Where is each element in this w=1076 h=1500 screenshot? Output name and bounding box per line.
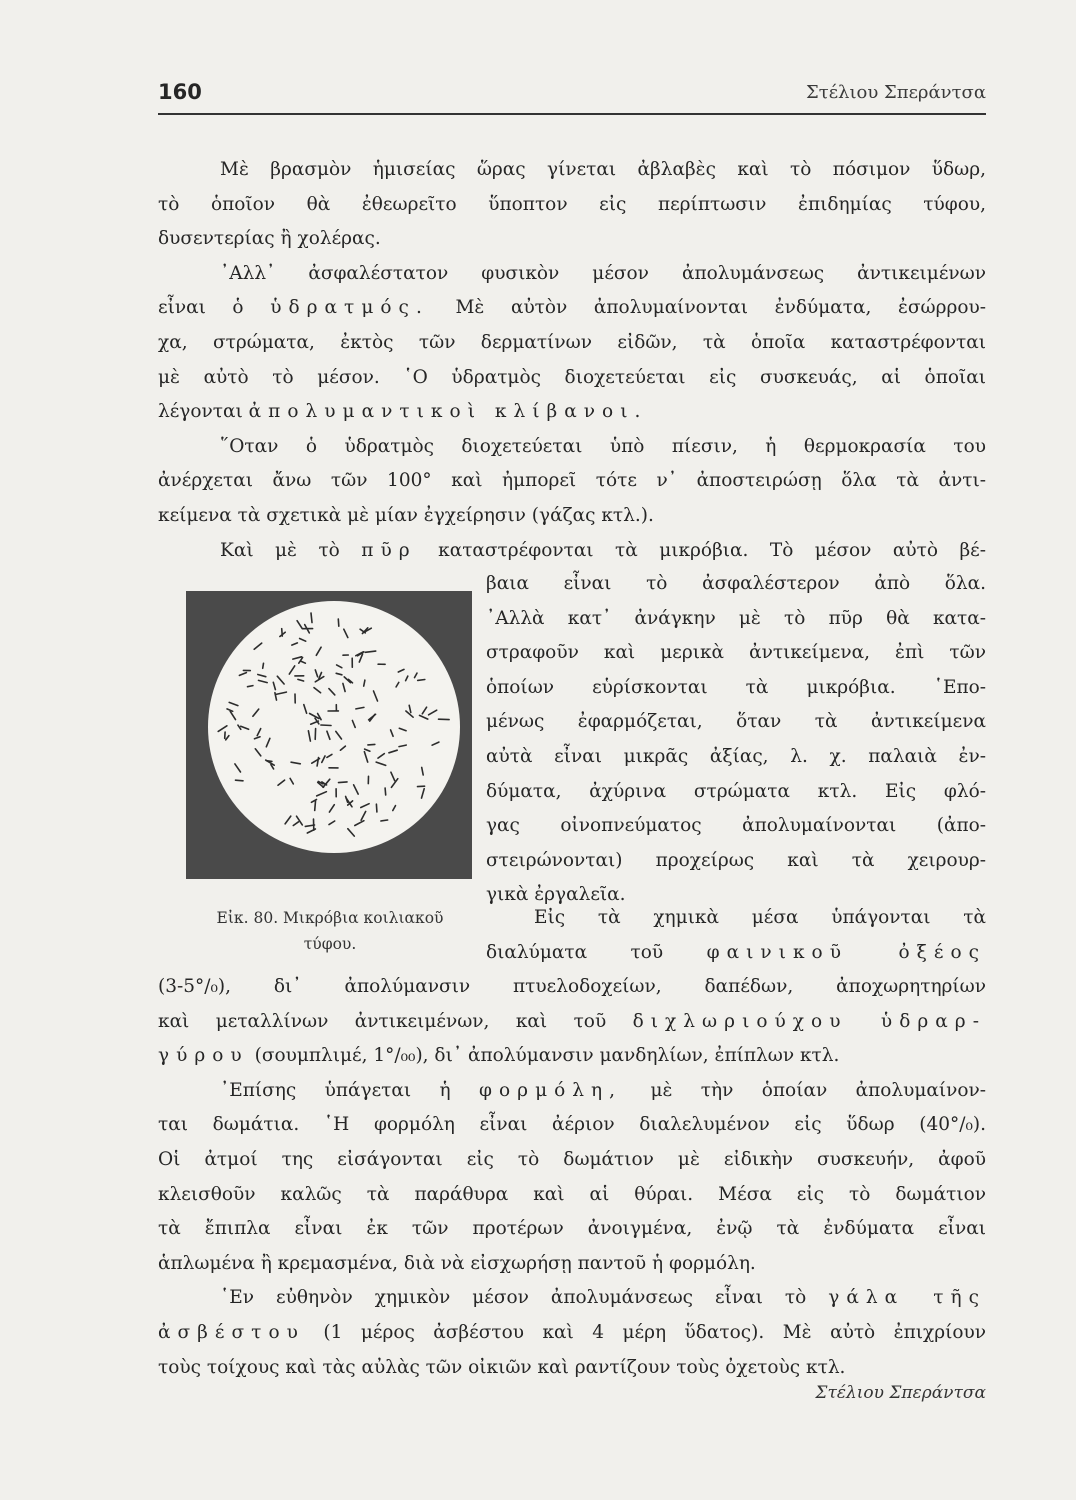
- body-text-top: [158, 153, 986, 568]
- text-line: βαια εἶναι τὸ ἀσφαλέστερον ἀπὸ ὅλα.: [486, 573, 986, 594]
- text-line: ται δωμάτια. ῾Η φορμόλη εἶναι ἀέριον διαλελυμένον εἰς ὕδωρ (40°/₀).: [158, 1114, 986, 1136]
- text-line: χα, στρώματα, ἐκτὸς τῶν δερματίνων εἰδῶν, τὰ ὁποῖα καταστρέφονται: [158, 331, 986, 353]
- paragraph-pressure: [158, 430, 986, 534]
- spaced-term: γάλα τῆς: [828, 1287, 986, 1309]
- text-line: δύματα, ἀχύρινα στρώματα κτλ. Εἰς φλό-: [486, 780, 986, 802]
- text-line: ἁπλωμένα ἢ κρεμασμένα, διὰ νὰ εἰσχωρήσῃ παντοῦ ἡ φορμόλη.: [158, 1252, 756, 1274]
- text-line: ᾿Επίσης ὑπάγεται ἡ φορμόλη, μὲ τὴν ὁποίαν ἀπολυμαίνον-: [220, 1079, 986, 1101]
- paragraph-steam: [158, 257, 986, 430]
- text-line: γας οἰνοπνεύματος ἀπολυμαίνονται (ἀπο-: [486, 815, 986, 837]
- text-line: δυσεντερίας ἢ χολέρας.: [158, 228, 381, 250]
- text-line: ἀσβέστου (1 μέρος ἀσβέστου καὶ 4 μέρη ὕδατος). Μὲ αὐτὸ ἐπιχρίουν: [158, 1321, 986, 1343]
- text-line: τοὺς τοίχους καὶ τὰς αὐλὰς τῶν οἰκιῶν καὶ ραντίζουν τοὺς ὀχετοὺς κτλ.: [158, 1356, 846, 1378]
- text-line: γικὰ ἐργαλεῖα.: [486, 884, 626, 906]
- microbe-rod: [368, 744, 375, 745]
- text-line: κείμενα τὰ σχετικὰ μὲ μίαν ἐγχείρησιν (γάζας κτλ.).: [158, 504, 654, 526]
- paragraph-fire: [158, 534, 986, 569]
- text-line: ῞Οταν ὁ ὑδρατμὸς διοχετεύεται ὑπὸ πίεσιν, ἡ θερμοκρασία του: [220, 435, 986, 457]
- page-number: 160: [158, 80, 202, 104]
- microbe-rod: [315, 801, 316, 810]
- spaced-term: γύρου: [158, 1045, 249, 1067]
- text-line: ῾Εν εὐθηνὸν χημικὸν μέσον ἀπολυμάνσεως εἶναι τὸ γάλα τῆς: [220, 1287, 986, 1309]
- microbe-rod: [385, 788, 386, 795]
- microbe-rod: [338, 619, 339, 626]
- text-line: γύρου (σουμπλιμέ, 1°/₀₀), δι᾿ ἀπολύμανσιν μανδηλίων, ἐπίπλων κτλ.: [158, 1045, 840, 1067]
- body-text-wrap-tail: [486, 901, 986, 970]
- caption-line: τύφου.: [303, 935, 357, 953]
- body-text-wrap: [486, 567, 986, 913]
- text-line: τὰ ἔπιπλα εἶναι ἐκ τῶν προτέρων ἀνοιγμένα, ἐνῷ τὰ ἐνδύματα εἶναι: [158, 1218, 986, 1240]
- page-header: [158, 80, 986, 116]
- paragraph-chemical: [158, 970, 986, 1074]
- text-line: εἶναι ὁ ὑδρατμός. Μὲ αὐτὸν ἀπολυμαίνονται ἐνδύματα, ἐσώρρου-: [158, 297, 986, 319]
- microscope-field-image: [186, 591, 472, 879]
- microbe-rod: [376, 804, 377, 812]
- paragraph-lime: [158, 1281, 986, 1385]
- author-signature: Στέλιου Σπεράντσα: [815, 1383, 986, 1403]
- microbe-rod: [339, 782, 348, 783]
- spaced-term: διχλωριούχου ὑδραρ-: [632, 1010, 986, 1032]
- microbe-rod: [321, 725, 331, 726]
- spaced-term: φαινικοῦ ὀξέος: [706, 941, 986, 963]
- text-line: λέγονται ἀπολυμαντικοὶ κλίβανοι.: [158, 401, 648, 423]
- microbe-rod: [263, 663, 264, 668]
- microbe-rod: [311, 613, 312, 623]
- text-line: (3-5°/₀), δι᾿ ἀπολύμανσιν πτυελοδοχείων, δαπέδων, ἀποχωρητηρίων: [158, 976, 986, 997]
- caption-line: Εἰκ. 80. Μικρόβια κοιλιακοῦ: [216, 909, 444, 927]
- text-line: ὁποίων εὑρίσκονται τὰ μικρόβια. ῾Επο-: [486, 676, 986, 698]
- microbe-rod: [248, 686, 253, 687]
- microbe-rod: [267, 761, 272, 762]
- figure-caption: [160, 905, 500, 957]
- text-line: στραφοῦν καὶ μερικὰ ἀντικείμενα, ἐπὶ τῶν: [486, 642, 986, 664]
- text-line: στειρώνονται) προχείρως καὶ τὰ χειρουρ-: [486, 849, 986, 871]
- text-line: ᾿Αλλὰ κατ᾿ ἀνάγκην μὲ τὸ πῦρ θὰ κατα-: [486, 607, 986, 629]
- paragraph-boiling: [158, 153, 986, 257]
- spaced-term: φορμόλη,: [479, 1079, 623, 1101]
- text-line: Μὲ βρασμὸν ἡμισείας ὥρας γίνεται ἀβλαβὲς καὶ τὸ πόσιμον ὕδωρ,: [220, 159, 986, 180]
- spaced-term: πῦρ: [361, 539, 417, 561]
- text-line: ᾿Αλλ᾿ ἀσφαλέστατον φυσικὸν μέσον ἀπολυμάνσεως ἀντικειμένων: [220, 262, 986, 284]
- microbe-rod: [418, 680, 425, 681]
- microbe-figure: [186, 591, 472, 879]
- text-line: Οἱ ἀτμοί της εἰσάγονται εἰς τὸ δωμάτιον μὲ εἰδικὴν συσκευήν, ἀφοῦ: [158, 1148, 986, 1170]
- spaced-term: ἀσβέστου: [158, 1321, 305, 1343]
- text-line: διαλύματα τοῦ φαινικοῦ ὀξέος: [486, 941, 986, 963]
- microbe-rod: [381, 820, 388, 821]
- spaced-term: ἀπολυμαντικοὶ κλίβανοι.: [248, 401, 648, 423]
- header-rule: [158, 113, 986, 115]
- microbe-rod: [282, 629, 283, 636]
- body-text-bottom: [158, 970, 986, 1385]
- running-head: Στέλιου Σπεράντσα: [806, 82, 986, 103]
- text-line: κλεισθοῦν καλῶς τὰ παράθυρα καὶ αἱ θύραι. Μέσα εἰς τὸ δωμάτιον: [158, 1183, 986, 1205]
- text-line: καὶ μεταλλίνων ἀντικειμένων, καὶ τοῦ διχλωριούχου ὑδραρ-: [158, 1010, 986, 1032]
- text-line: ἀνέρχεται ἄνω τῶν 100° καὶ ἠμπορεῖ τότε ν᾿ ἀποστειρώσῃ ὅλα τὰ ἀντι-: [158, 470, 986, 492]
- text-line: Εἰς τὰ χημικὰ μέσα ὑπάγονται τὰ: [534, 907, 986, 928]
- paragraph-formol: [158, 1074, 986, 1282]
- text-line: μὲ αὐτὸ τὸ μέσον. ῾Ο ὑδρατμὸς διοχετεύεται εἰς συσκευάς, αἱ ὁποῖαι: [158, 366, 986, 388]
- text-line: αὐτὰ εἶναι μικρᾶς ἀξίας, λ. χ. παλαιὰ ἐν-: [486, 745, 986, 767]
- spaced-term: ὑδρατμός.: [270, 297, 429, 319]
- text-line: μένως ἐφαρμόζεται, ὅταν τὰ ἀντικείμενα: [486, 711, 986, 733]
- text-line: τὸ ὁποῖον θὰ ἐθεωρεῖτο ὕποπτον εἰς περίπτωσιν ἐπιδημίας τύφου,: [158, 193, 986, 215]
- text-line: Καὶ μὲ τὸ πῦρ καταστρέφονται τὰ μικρόβια. Τὸ μέσον αὐτὸ βέ-: [220, 539, 986, 561]
- microbe-rod: [236, 780, 244, 781]
